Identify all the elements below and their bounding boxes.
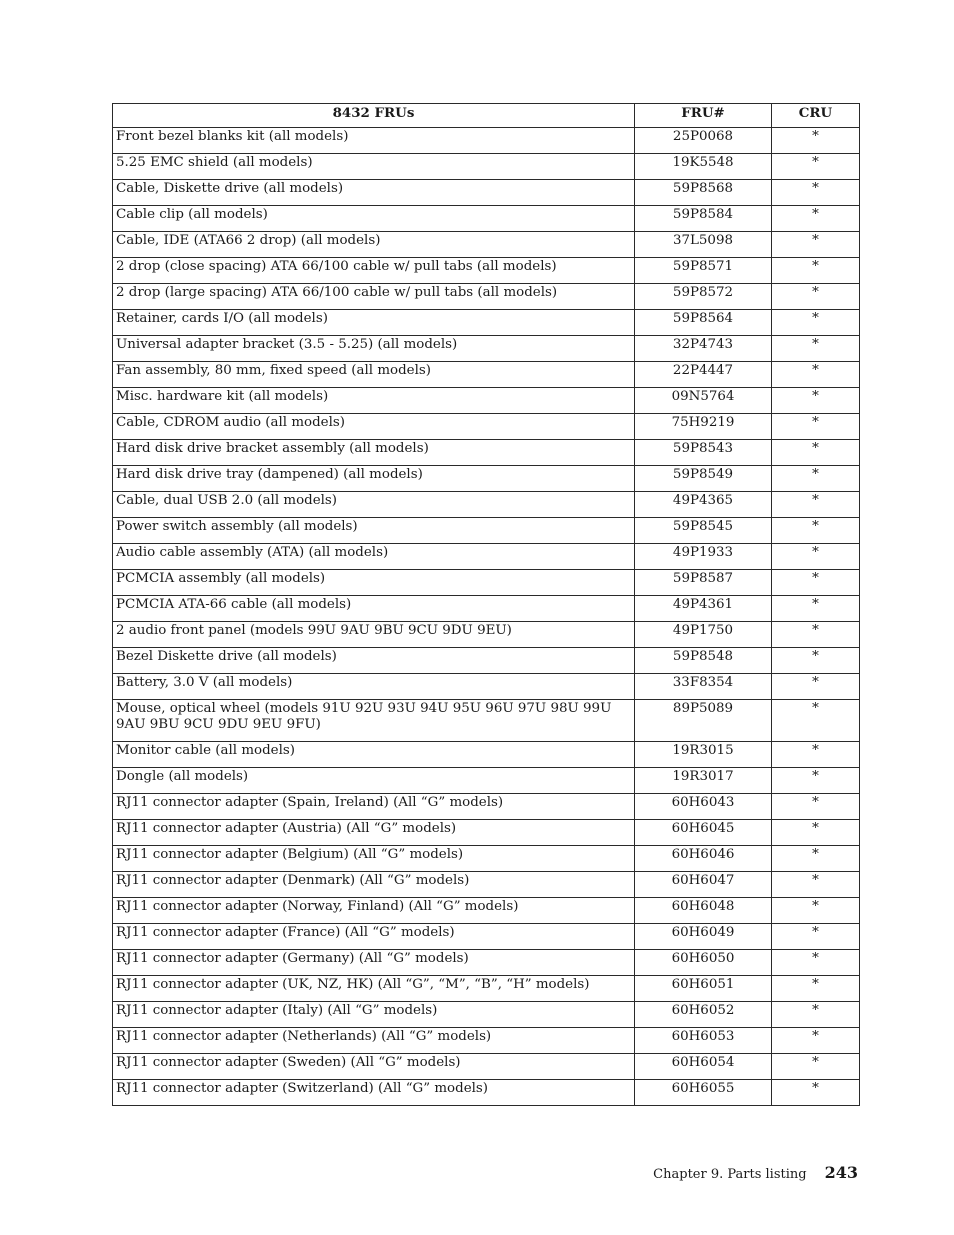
- part-description: Audio cable assembly (ATA) (all models): [113, 544, 635, 570]
- part-description: Cable clip (all models): [113, 206, 635, 232]
- fru-number: 60H6045: [635, 820, 772, 846]
- cru-flag: *: [772, 440, 860, 466]
- fru-number: 59P8587: [635, 570, 772, 596]
- table-row: [113, 388, 860, 414]
- fru-number: 19R3017: [635, 768, 772, 794]
- table-row: [113, 1054, 860, 1080]
- fru-number: 49P4365: [635, 492, 772, 518]
- fru-number: 59P8543: [635, 440, 772, 466]
- cru-flag: *: [772, 1080, 860, 1106]
- fru-number: 60H6053: [635, 1028, 772, 1054]
- cru-flag: *: [772, 898, 860, 924]
- table-row: [113, 518, 860, 544]
- cru-flag: *: [772, 924, 860, 950]
- table-row: [113, 336, 860, 362]
- table-row: [113, 1002, 860, 1028]
- table-body: [113, 128, 860, 1106]
- part-description: RJ11 connector adapter (France) (All “G” models): [113, 924, 635, 950]
- part-description: RJ11 connector adapter (Netherlands) (All “G” models): [113, 1028, 635, 1054]
- table-row: [113, 674, 860, 700]
- part-description: RJ11 connector adapter (Denmark) (All “G” models): [113, 872, 635, 898]
- cru-flag: *: [772, 284, 860, 310]
- table-row: [113, 258, 860, 284]
- part-description: RJ11 connector adapter (Belgium) (All “G” models): [113, 846, 635, 872]
- part-description: Universal adapter bracket (3.5 - 5.25) (all models): [113, 336, 635, 362]
- fru-number: 60H6055: [635, 1080, 772, 1106]
- part-description: RJ11 connector adapter (UK, NZ, HK) (All “G”, “M”, “B”, “H” models): [113, 976, 635, 1002]
- cru-flag: *: [772, 950, 860, 976]
- table-row: [113, 570, 860, 596]
- page-footer: [653, 1163, 858, 1182]
- fru-number: 49P1750: [635, 622, 772, 648]
- table-row: [113, 846, 860, 872]
- cru-flag: *: [772, 414, 860, 440]
- part-description: Fan assembly, 80 mm, fixed speed (all models): [113, 362, 635, 388]
- fru-number: 49P4361: [635, 596, 772, 622]
- cru-flag: *: [772, 570, 860, 596]
- header-cru: CRU: [772, 104, 860, 128]
- cru-flag: *: [772, 846, 860, 872]
- cru-flag: *: [772, 128, 860, 154]
- table-row: [113, 128, 860, 154]
- cru-flag: *: [772, 518, 860, 544]
- fru-number: 22P4447: [635, 362, 772, 388]
- table-row: [113, 976, 860, 1002]
- part-description: Monitor cable (all models): [113, 742, 635, 768]
- cru-flag: *: [772, 742, 860, 768]
- fru-number: 60H6052: [635, 1002, 772, 1028]
- cru-flag: *: [772, 622, 860, 648]
- table-row: [113, 284, 860, 310]
- cru-flag: *: [772, 362, 860, 388]
- fru-number: 60H6048: [635, 898, 772, 924]
- fru-number: 25P0068: [635, 128, 772, 154]
- cru-flag: *: [772, 206, 860, 232]
- table-row: [113, 310, 860, 336]
- fru-number: 60H6043: [635, 794, 772, 820]
- part-description: RJ11 connector adapter (Norway, Finland) (All “G” models): [113, 898, 635, 924]
- part-description: 2 drop (large spacing) ATA 66/100 cable w/ pull tabs (all models): [113, 284, 635, 310]
- cru-flag: *: [772, 674, 860, 700]
- table-row: [113, 206, 860, 232]
- part-description: Misc. hardware kit (all models): [113, 388, 635, 414]
- table-row: [113, 950, 860, 976]
- cru-flag: *: [772, 466, 860, 492]
- table-row: [113, 440, 860, 466]
- table-row: [113, 742, 860, 768]
- table-row: [113, 414, 860, 440]
- part-description: Dongle (all models): [113, 768, 635, 794]
- fru-number: 60H6050: [635, 950, 772, 976]
- table-row: [113, 362, 860, 388]
- table-row: [113, 820, 860, 846]
- part-description: RJ11 connector adapter (Switzerland) (All “G” models): [113, 1080, 635, 1106]
- table-row: [113, 898, 860, 924]
- fru-number: 49P1933: [635, 544, 772, 570]
- fru-number: 19K5548: [635, 154, 772, 180]
- part-description: RJ11 connector adapter (Germany) (All “G” models): [113, 950, 635, 976]
- table-row: [113, 180, 860, 206]
- fru-number: 59P8564: [635, 310, 772, 336]
- fru-number: 32P4743: [635, 336, 772, 362]
- fru-number: 59P8545: [635, 518, 772, 544]
- fru-number: 37L5098: [635, 232, 772, 258]
- cru-flag: *: [772, 596, 860, 622]
- cru-flag: *: [772, 1028, 860, 1054]
- cru-flag: *: [772, 336, 860, 362]
- cru-flag: *: [772, 794, 860, 820]
- table-row: [113, 596, 860, 622]
- table-row: [113, 768, 860, 794]
- part-description: Power switch assembly (all models): [113, 518, 635, 544]
- fru-number: 60H6047: [635, 872, 772, 898]
- fru-number: 33F8354: [635, 674, 772, 700]
- cru-flag: *: [772, 180, 860, 206]
- fru-number: 60H6046: [635, 846, 772, 872]
- table-row: [113, 700, 860, 742]
- table-row: [113, 794, 860, 820]
- table-row: [113, 232, 860, 258]
- part-description: 5.25 EMC shield (all models): [113, 154, 635, 180]
- part-description: Retainer, cards I/O (all models): [113, 310, 635, 336]
- part-description: Front bezel blanks kit (all models): [113, 128, 635, 154]
- chapter-label: Chapter 9. Parts listing: [653, 1167, 807, 1182]
- cru-flag: *: [772, 700, 860, 742]
- cru-flag: *: [772, 544, 860, 570]
- fru-number: 59P8548: [635, 648, 772, 674]
- cru-flag: *: [772, 976, 860, 1002]
- part-description: Cable, CDROM audio (all models): [113, 414, 635, 440]
- fru-number: 60H6054: [635, 1054, 772, 1080]
- part-description: RJ11 connector adapter (Spain, Ireland) (All “G” models): [113, 794, 635, 820]
- cru-flag: *: [772, 388, 860, 414]
- fru-number: 59P8571: [635, 258, 772, 284]
- part-description: PCMCIA assembly (all models): [113, 570, 635, 596]
- fru-table: [112, 103, 860, 1106]
- part-description: Bezel Diskette drive (all models): [113, 648, 635, 674]
- part-description: PCMCIA ATA-66 cable (all models): [113, 596, 635, 622]
- fru-number: 75H9219: [635, 414, 772, 440]
- fru-number: 89P5089: [635, 700, 772, 742]
- part-description: RJ11 connector adapter (Austria) (All “G” models): [113, 820, 635, 846]
- table-row: [113, 492, 860, 518]
- table-row: [113, 622, 860, 648]
- fru-number: 19R3015: [635, 742, 772, 768]
- table-row: [113, 544, 860, 570]
- cru-flag: *: [772, 872, 860, 898]
- fru-number: 60H6049: [635, 924, 772, 950]
- cru-flag: *: [772, 768, 860, 794]
- table-row: [113, 154, 860, 180]
- table-row: [113, 1028, 860, 1054]
- cru-flag: *: [772, 1002, 860, 1028]
- fru-number: 09N5764: [635, 388, 772, 414]
- fru-number: 59P8572: [635, 284, 772, 310]
- cru-flag: *: [772, 258, 860, 284]
- cru-flag: *: [772, 154, 860, 180]
- table-header-row: [113, 104, 860, 128]
- part-description: Cable, Diskette drive (all models): [113, 180, 635, 206]
- part-description: 2 drop (close spacing) ATA 66/100 cable w/ pull tabs (all models): [113, 258, 635, 284]
- header-description: 8432 FRUs: [113, 104, 635, 128]
- part-description: 2 audio front panel (models 99U 9AU 9BU 9CU 9DU 9EU): [113, 622, 635, 648]
- cru-flag: *: [772, 820, 860, 846]
- fru-number: 60H6051: [635, 976, 772, 1002]
- table-row: [113, 1080, 860, 1106]
- part-description: Battery, 3.0 V (all models): [113, 674, 635, 700]
- cru-flag: *: [772, 310, 860, 336]
- fru-number: 59P8584: [635, 206, 772, 232]
- cru-flag: *: [772, 648, 860, 674]
- table-row: [113, 872, 860, 898]
- part-description: Cable, IDE (ATA66 2 drop) (all models): [113, 232, 635, 258]
- part-description: Mouse, optical wheel (models 91U 92U 93U 94U 95U 96U 97U 98U 99U 9AU 9BU 9CU 9DU 9EU 9FU): [113, 700, 635, 742]
- table-row: [113, 648, 860, 674]
- part-description: Hard disk drive bracket assembly (all models): [113, 440, 635, 466]
- cru-flag: *: [772, 232, 860, 258]
- header-fru: FRU#: [635, 104, 772, 128]
- part-description: Hard disk drive tray (dampened) (all models): [113, 466, 635, 492]
- table-row: [113, 466, 860, 492]
- part-description: RJ11 connector adapter (Sweden) (All “G” models): [113, 1054, 635, 1080]
- cru-flag: *: [772, 492, 860, 518]
- part-description: Cable, dual USB 2.0 (all models): [113, 492, 635, 518]
- page-number: 243: [824, 1163, 858, 1182]
- part-description: RJ11 connector adapter (Italy) (All “G” models): [113, 1002, 635, 1028]
- fru-number: 59P8549: [635, 466, 772, 492]
- table-row: [113, 924, 860, 950]
- fru-number: 59P8568: [635, 180, 772, 206]
- cru-flag: *: [772, 1054, 860, 1080]
